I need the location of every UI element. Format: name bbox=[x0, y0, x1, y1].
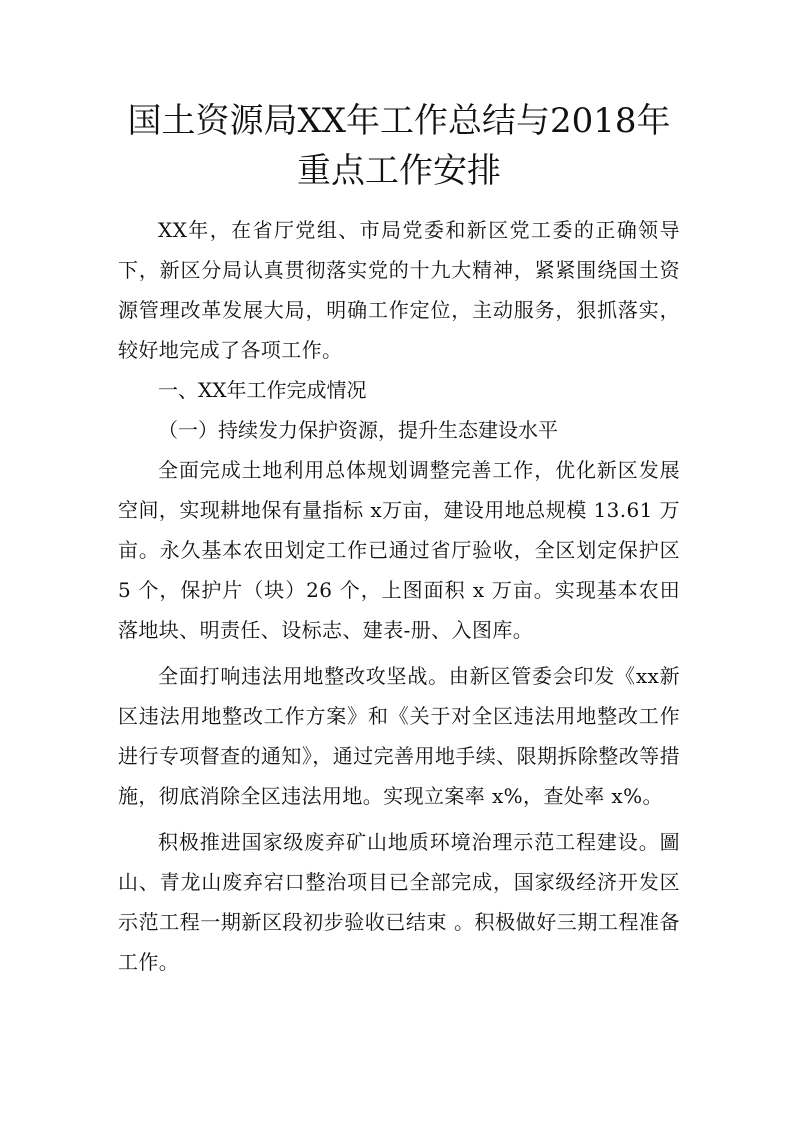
subsection-heading: （一）持续发力保护资源，提升生态建设水平 bbox=[158, 418, 558, 442]
document-page bbox=[118, 96, 680, 982]
section-heading: 一、XX年工作完成情况 bbox=[158, 378, 367, 402]
body-paragraph-3: 积极推进国家级废弃矿山地质环境治理示范工程建设。圖山、青龙山废弃宕口整治项目已全部完成，国家级经济开发区示范工程一期新区段初步验收已结束 。积极做好三期工程准备工作。 bbox=[118, 830, 680, 974]
body-paragraph-1: 全面完成土地利用总体规划调整完善工作，优化新区发展空间，实现耕地保有量指标 x万亩，建设用地总规模 13.61 万亩。永久基本农田划定工作已通过省厅验收，全区划定保护区 5 个，保护片（块）26 个，上图面积 x 万亩。实现基本农田落地块、明责任、设标志、建表-册、入图库。 bbox=[118, 458, 680, 642]
intro-paragraph: XX年，在省厅党组、市局党委和新区党工委的正确领导下，新区分局认真贯彻落实党的十九大精神，紧紧围绕国土资源管理改革发展大局，明确工作定位，主动服务，狠抓落实，较好地完成了各项工作。 bbox=[118, 218, 680, 362]
body-paragraph-2: 全面打响违法用地整改攻坚战。由新区管委会印发《xx新区违法用地整改工作方案》和《关于对全区违法用地整改工作进行专项督查的通知》，通过完善用地手续、限期拆除整改等措施，彻底消除全区违法用地。实现立案率 x%，查处率 x%。 bbox=[118, 664, 680, 808]
document-title: 国土资源局XX年工作总结与2018年重点工作安排 bbox=[127, 101, 671, 191]
